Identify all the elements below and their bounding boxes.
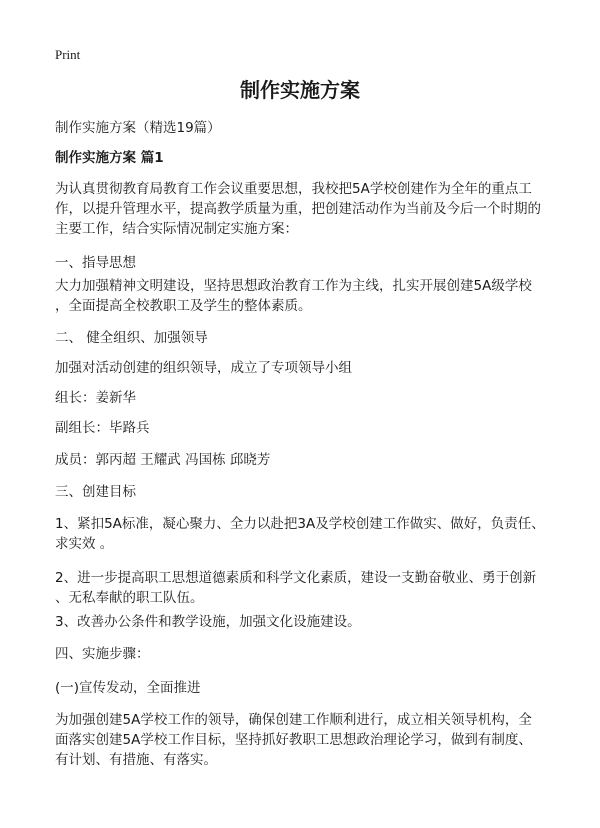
text-line: 、无私奉献的职工队伍。 (55, 590, 204, 606)
leader: 组长：姜新华 (55, 390, 136, 406)
text-line: ，全面提高全校教职工及学生的整体素质。 (55, 298, 312, 314)
intro-paragraph (55, 179, 541, 239)
section-heading: 制作实施方案 篇1 (55, 150, 164, 166)
text-line: 为加强创建5A学校工作的领导，确保创建工作顺利进行，成立相关领导机构，全 (55, 712, 532, 728)
vice-leader: 副组长：毕路兵 (55, 420, 150, 436)
heading-guiding-ideology: 一、指导思想 (55, 255, 136, 271)
text-line: 1、紧扣5A标准，凝心聚力、全力以赴把3A及学校创建工作做实、做好，负责任、 (55, 516, 545, 532)
text-line: 大力加强精神文明建设，坚持思想政治教育工作为主线，扎实开展创建5A级学校 (55, 278, 532, 294)
text-line: 求实效 。 (55, 536, 114, 552)
paragraph-guiding (55, 276, 532, 316)
text-line: 有计划、有措施、有落实。 (55, 752, 217, 768)
heading-steps: 四、实施步骤： (55, 646, 150, 662)
text-line: 2、进一步提高职工思想道德素质和科学文化素质，建设一支勤奋敬业、勇于创新 (55, 570, 537, 586)
goal-2 (55, 568, 536, 608)
goal-1 (55, 514, 545, 554)
text-line: 主要工作，结合实际情况制定实施方案： (55, 221, 298, 237)
print-link[interactable]: Print (55, 47, 81, 62)
heading-goals: 三、创建目标 (55, 484, 136, 500)
paragraph-step-1 (55, 710, 532, 770)
members: 成员：郭丙超 王耀武 冯国栋 邱晓芳 (55, 452, 271, 468)
page-title: 制作实施方案 (240, 78, 360, 102)
text-line: 面落实创建5A学校工作目标，坚持抓好教职工思想政治理论学习，做到有制度、 (55, 732, 532, 748)
text-line: 为认真贯彻教育局教育工作会议重要思想，我校把5A学校创建作为全年的重点工 (55, 181, 532, 197)
subtitle: 制作实施方案（精选19篇） (55, 120, 221, 136)
step-1: (一)宣传发动，全面推进 (55, 680, 201, 696)
text-line: 作，以提升管理水平，提高教学质量为重，把创建活动作为当前及今后一个时期的 (55, 201, 541, 217)
paragraph-organization: 加强对活动创建的组织领导，成立了专项领导小组 (55, 360, 352, 376)
goal-3: 3、改善办公条件和教学设施，加强文化设施建设。 (55, 614, 361, 630)
heading-organization: 二、 健全组织、加强领导 (55, 330, 208, 346)
